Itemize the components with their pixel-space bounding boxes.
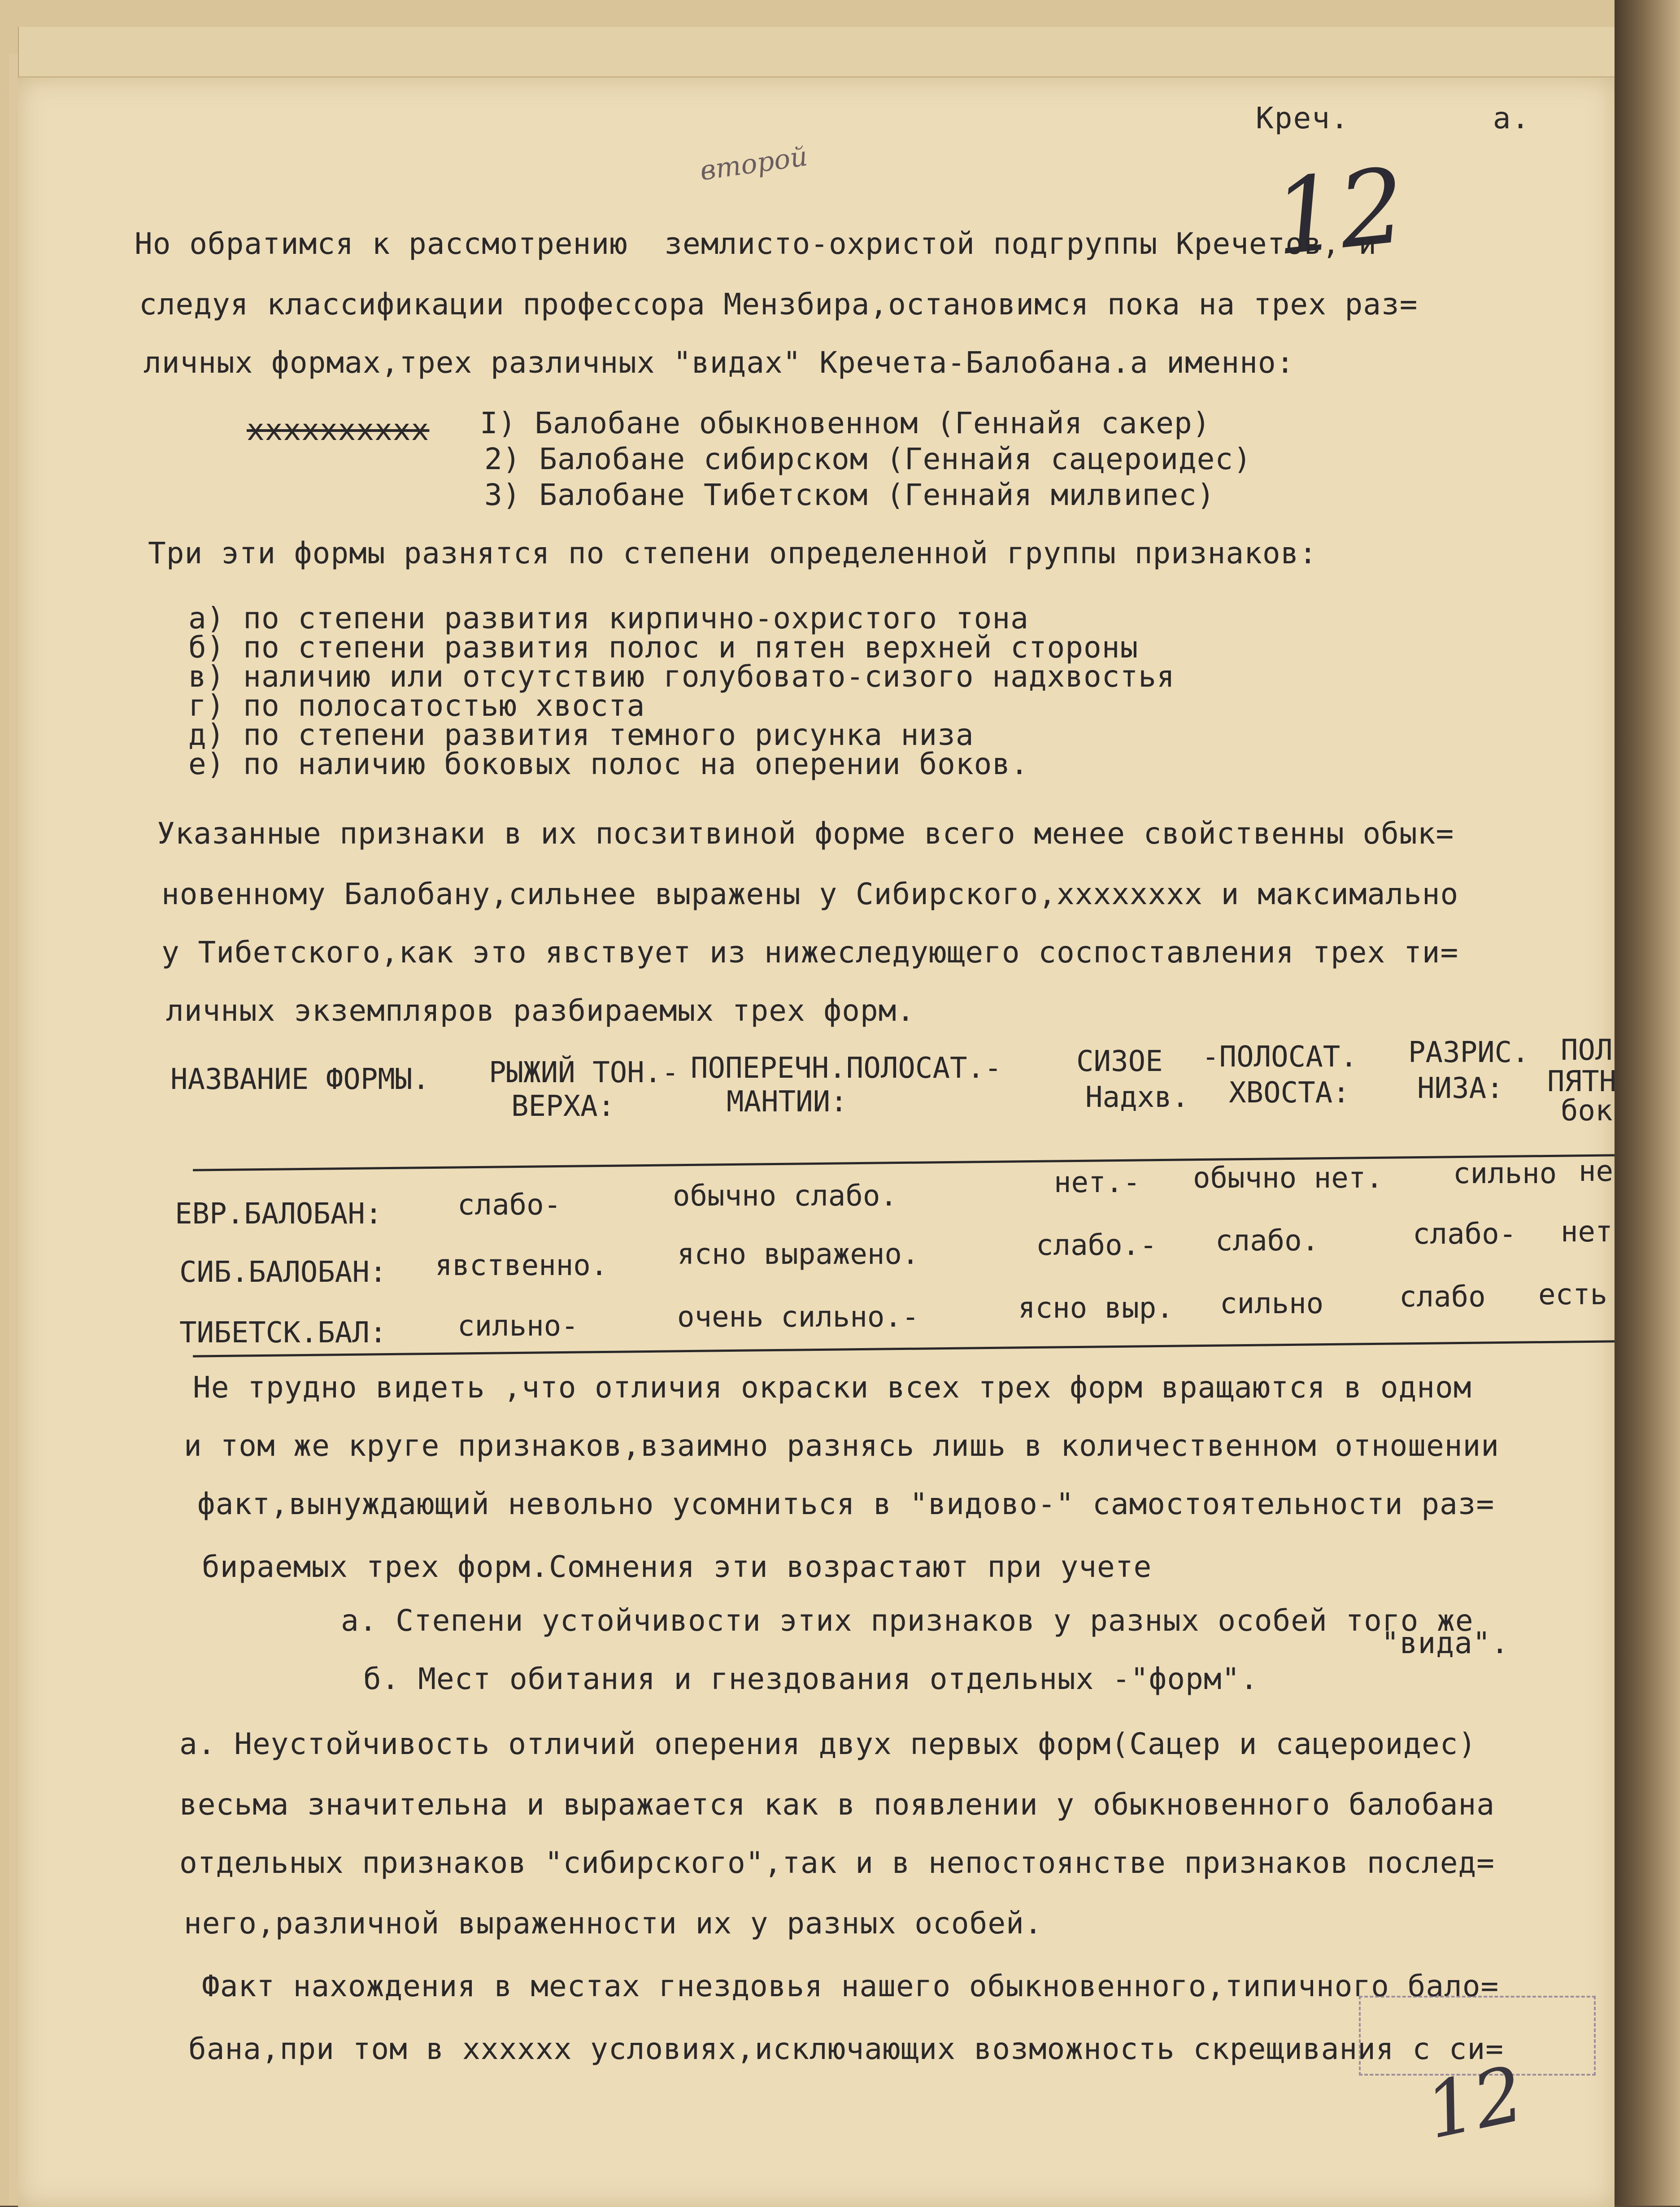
folder-edge [1615,0,1680,2206]
text-line: него,различной выраженности их у разных особей. [184,1906,1043,1941]
text-line: следуя классификации профессора Мензбира,остановимся пока на трех раз= [139,287,1418,322]
table-cell: слабо. [1215,1224,1319,1258]
text-line: Факт нахождения в местах гнездовья нашего обыкновенного,типичного бало= [202,1969,1499,2003]
table-cell: обычно нет. [1193,1162,1383,1195]
table-header: НИЗА: [1417,1072,1504,1105]
table-header: ВЕРХА: [511,1090,615,1123]
table-cell: нет [1561,1215,1613,1249]
list-item: е) по наличию боковых полос на оперении боков. [188,747,1029,781]
struck-text: хххххххххх [247,413,430,447]
text-line: а. Неустойчивость отличий оперения двух первых форм(Сацер и сацероидес) [179,1727,1477,1761]
text-line: Три эти формы разнятся по степени определенной группы признаков: [148,536,1318,570]
table-header: СИЗОЕ [1076,1045,1163,1078]
text-line: факт,вынуждающий невольно усомниться в "видово-" самостоятельности раз= [197,1487,1495,1521]
table-cell: слабо- [457,1188,561,1222]
list-item: 2) Балобане сибирском (Геннайя сацероидес) [484,442,1252,476]
text-line: и том же круге признаков,взаимно разнясь лишь в количественном отношении [184,1428,1499,1463]
table-header: ПОПЕРЕЧН.ПОЛОСАТ.- [691,1052,1002,1085]
table-cell: обычно слабо. [673,1180,897,1213]
list-item: а) по степени развития кирпично-охристого тона [188,601,1029,636]
folio-number: 12 [1267,146,1411,279]
table-cell: ЕВР.БАЛОБАН: [175,1197,383,1231]
table-header: МАНТИИ: [727,1085,848,1119]
text-line: бираемых трех форм.Сомнения эти возрастают при учете [202,1550,1152,1584]
text-line: личных экземпляров разбираемых трех форм. [166,993,915,1028]
table-cell: слабо [1399,1280,1486,1314]
table-cell: нет.- [1054,1166,1140,1199]
table-header: ПОЛ [1561,1034,1613,1067]
table-cell: явственно. [435,1249,608,1282]
list-item: д) по степени развития темного рисунка низа [188,718,974,752]
text-line: Указанные признаки в их посзитвиной форме всего менее свойственны обык= [157,816,1454,851]
table-header: бок [1561,1094,1613,1127]
text-line: у Тибетского,как это явствует из нижеследующего соспоставления трех ти= [161,935,1459,970]
table-header: РЫЖИЙ ТОН.- [489,1056,679,1089]
table-cell: очень сильно.- [677,1301,919,1334]
table-cell: ясно выр. [1018,1292,1174,1325]
text-line: бана,при том в хххххх условиях,исключающих возможность скрещивания с си= [188,2032,1504,2066]
list-item: 3) Балобане Тибетском (Геннайя милвипес) [484,478,1215,512]
folio-number-bottom: 12 [1418,2049,1532,2157]
table-cell: СИБ.БАЛОБАН: [179,1256,387,1289]
text-line: новенному Балобану,сильнее выражены у Сибирского,хххххххх и максимально [161,877,1459,911]
table-header: РАЗРИС. [1408,1036,1529,1069]
list-item: г) по полосатостью хвоста [188,688,645,723]
table-cell: слабо.- [1036,1229,1157,1262]
text-line: Не трудно видеть ,что отличия окраски всех трех форм вращаются в одном [193,1370,1472,1405]
list-item: б. Мест обитания и гнездования отдельных -"форм". [363,1662,1259,1696]
text-line: отдельных признаков "сибирского",так и в непостоянстве признаков послед= [179,1846,1495,1880]
text-line: весьма значительна и выражается как в появлении у обыкновенного балобана [179,1787,1495,1822]
table-header: НАЗВАНИЕ ФОРМЫ. [170,1063,430,1096]
table-cell: не [1579,1155,1614,1188]
list-item: в) наличию или отсутствию голубовато-сизого надхвостья [188,659,1175,694]
header-letter: а. [1493,101,1531,135]
table-cell: сильно [1453,1157,1557,1190]
table-cell: сильно- [457,1310,579,1343]
list-item: I) Балобане обыкновенном (Геннайя сакер) [480,406,1211,440]
text-line: Но обратимся к рассмотрению землисто-охристой подгруппы Кречетов, и [135,226,1377,261]
table-header: ХВОСТА: [1229,1076,1350,1110]
list-item: "вида". [1381,1626,1510,1660]
list-item: б) по степени развития полос и пятен верхней стороны [188,630,1139,665]
table-cell: слабо- [1413,1218,1517,1251]
header-title: Креч. [1256,101,1349,135]
table-header: Надхв. [1085,1081,1189,1114]
pencil-note: второй [698,140,810,187]
document-page [18,76,1615,2207]
text-line: личных формах,трех различных "видах" Кречета-Балобана.а именно: [144,345,1295,380]
table-header: -ПОЛОСАТ. [1202,1040,1358,1074]
table-cell: ясно выражено. [677,1238,919,1271]
table-cell: ТИБЕТСК.БАЛ: [179,1316,387,1349]
list-item: а. Степени устойчивости этих признаков у разных особей того же [341,1603,1474,1638]
table-cell: есть [1538,1278,1608,1311]
table-cell: сильно [1220,1287,1324,1320]
page-header [1256,101,1530,135]
table-header: ПЯТН [1547,1065,1617,1098]
